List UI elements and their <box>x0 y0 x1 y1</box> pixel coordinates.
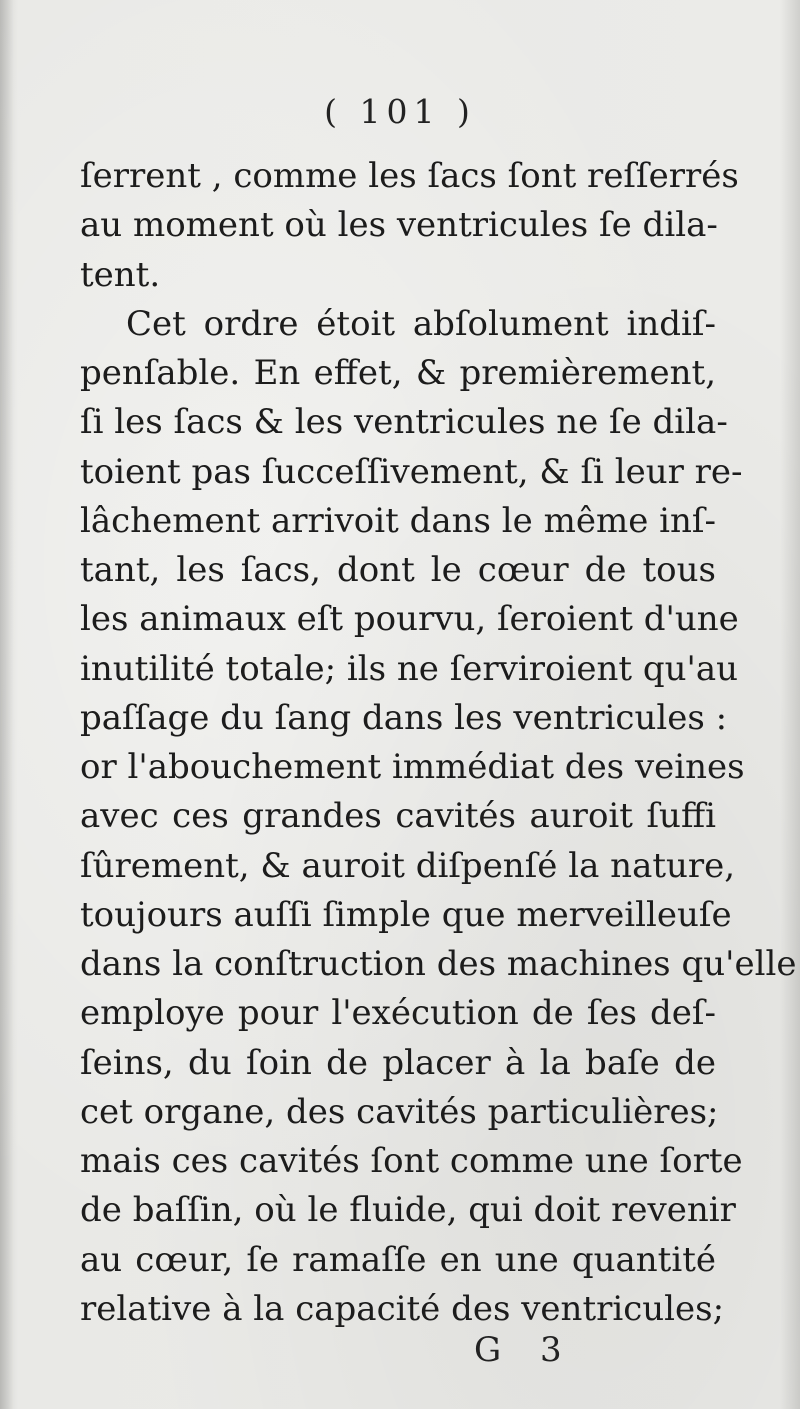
text-line: employe pour l'exécution de ſes deſ- <box>80 993 716 1034</box>
text-line: cet organe, des cavités particulières; <box>80 1091 719 1132</box>
text-line: relative à la capacité des ventricules; <box>80 1288 725 1329</box>
text-line: mais ces cavités ſont comme une ſorte <box>80 1141 743 1181</box>
text-line: or l'abouchement immédiat des veines <box>80 747 745 787</box>
text-line: ſeins, du ſoin de placer à la baſe de <box>80 1042 716 1083</box>
text-line: avec ces grandes cavités auroit ſuffi <box>80 796 716 837</box>
text-line: tent. <box>80 254 161 295</box>
text-line: paſſage du ſang dans les ventricules : <box>80 697 728 738</box>
text-line: toujours auſſi ſimple que merveilleuſe <box>80 894 732 935</box>
signature-mark: G 3 <box>474 1330 576 1370</box>
text-line: ſi les ſacs & les ventricules ne ſe dila- <box>80 402 728 443</box>
page-gutter-shadow <box>0 0 14 1409</box>
text-line: ſûrement, & auroit diſpenſé la nature, <box>80 845 736 886</box>
text-line: inutilité totale; ils ne ſerviroient qu'au <box>80 648 739 689</box>
text-line: penſable. En effet, & premièrement, <box>80 353 716 393</box>
text-line: tant, les ſacs, dont le cœur de tous <box>80 550 716 590</box>
text-line: au cœur, ſe ramaſſe en une quantité <box>80 1239 716 1280</box>
text-line: de baſſin, où le fluide, qui doit revenir <box>80 1190 736 1231</box>
text-line: toient pas ſucceſſivement, & ſi leur re- <box>80 451 743 492</box>
text-line: au moment où les ventricules ſe dila- <box>80 205 718 246</box>
text-line: dans la conſtruction des machines qu'elle <box>80 944 797 984</box>
text-line: ſerrent , comme les ſacs ſont reſſerrés <box>80 156 739 196</box>
text-line: les animaux eſt pourvu, ſeroient d'une <box>80 599 739 640</box>
text-line-paragraph-start: Cet ordre étoit abſolument indiſ- <box>126 303 716 344</box>
body-text <box>80 152 797 1334</box>
page-number: ( 101 ) <box>324 92 476 131</box>
text-line: lâchement arrivoit dans le même inſ- <box>80 500 716 541</box>
